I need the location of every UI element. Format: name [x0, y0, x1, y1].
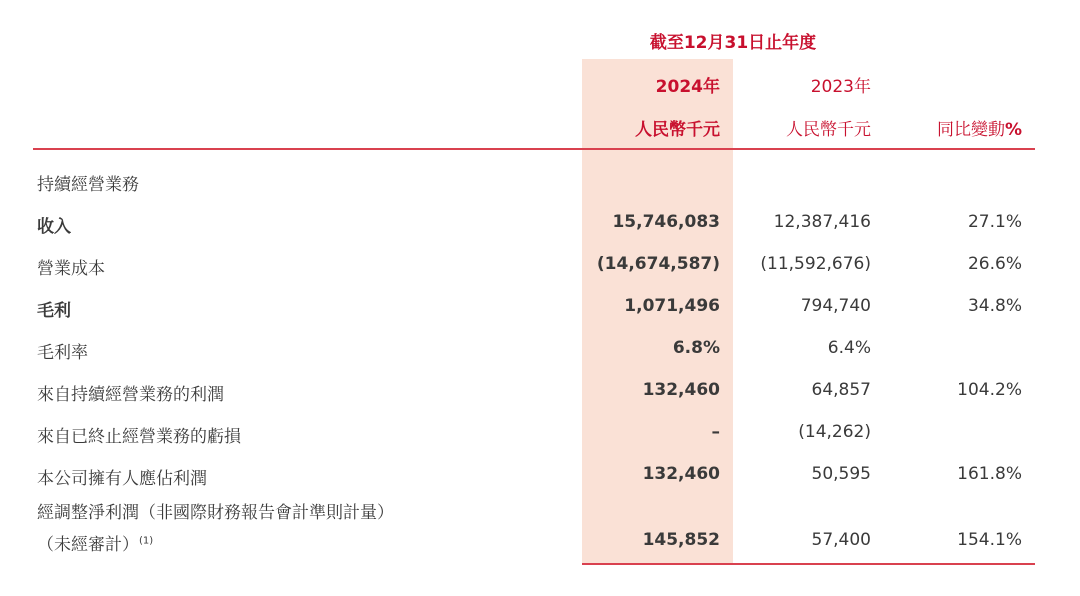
table-row [0, 206, 1080, 240]
current-year-value: – [711, 422, 720, 442]
bottom-divider [582, 563, 1035, 565]
current-year-value: 132,460 [642, 380, 720, 400]
yoy-change-header [937, 115, 1022, 140]
current-year-value: 15,746,083 [612, 212, 720, 232]
adjusted-net-profit-label-line1: 經調整淨利潤（非國際財務報告會計準則計量） [37, 503, 394, 523]
current-year-value: (14,674,587) [596, 254, 720, 274]
table-row [0, 374, 1080, 408]
adjusted-net-profit-current: 145,852 [642, 530, 720, 550]
previous-year-value: 64,857 [811, 380, 871, 400]
row-label: 營業成本 [37, 259, 105, 279]
footnote-marker: (1) [139, 535, 154, 547]
adjusted-net-profit-change: 154.1% [957, 530, 1022, 550]
table-row [0, 458, 1080, 492]
previous-year-value: 6.4% [827, 338, 871, 358]
adjusted-net-profit-label-line2 [37, 530, 153, 555]
previous-unit-header: 人民幣千元 [786, 120, 871, 140]
yoy-change-value: 34.8% [967, 296, 1022, 316]
yoy-change-value: 104.2% [957, 380, 1022, 400]
row-label: 毛利 [37, 301, 71, 321]
row-label: 來自已終止經營業務的虧損 [37, 427, 241, 447]
row-label: 毛利率 [37, 343, 88, 363]
current-unit-header: 人民幣千元 [635, 120, 720, 140]
row-label: 收入 [37, 217, 71, 237]
current-year-value: 132,460 [642, 464, 720, 484]
previous-year-value: 12,387,416 [773, 212, 871, 232]
row-label: 持續經營業務 [37, 175, 139, 195]
row-label: 本公司擁有人應佔利潤 [37, 469, 207, 489]
table-row [0, 290, 1080, 324]
table-row [0, 164, 1080, 198]
yoy-change-label: 同比變動 [936, 120, 1005, 140]
header-divider [33, 148, 1035, 150]
previous-year-value: 50,595 [811, 464, 871, 484]
table-row [0, 416, 1080, 450]
table-row [0, 332, 1080, 366]
current-year-header: 2024年 [655, 77, 720, 97]
previous-year-value: 794,740 [800, 296, 871, 316]
row-label: 來自持續經營業務的利潤 [37, 385, 224, 405]
yoy-change-value: 161.8% [957, 464, 1022, 484]
yoy-change-pct: % [1004, 120, 1022, 140]
period-header: 截至12月31日止年度 [649, 33, 817, 53]
table-row [0, 248, 1080, 282]
previous-year-value: (14,262) [798, 422, 871, 442]
current-year-value: 6.8% [672, 338, 720, 358]
previous-year-header: 2023年 [810, 77, 871, 97]
adjusted-net-profit-previous: 57,400 [811, 530, 871, 550]
current-year-value: 1,071,496 [624, 296, 720, 316]
yoy-change-value: 27.1% [967, 212, 1022, 232]
yoy-change-value: 26.6% [967, 254, 1022, 274]
unaudited-label: （未經審計） [37, 535, 139, 555]
previous-year-value: (11,592,676) [760, 254, 871, 274]
